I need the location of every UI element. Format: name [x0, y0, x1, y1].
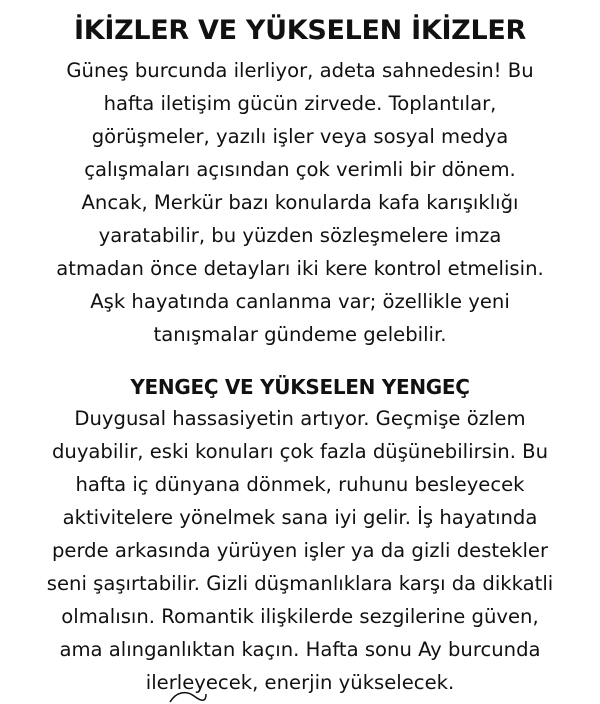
text-line: duyabilir, eski konuları çok fazla düşünebilirsin. Bu — [51, 440, 549, 463]
text-line: tanışmalar gündeme gelebilir. — [153, 323, 447, 346]
text-line: ilerleyecek, enerjin yükselecek. — [145, 671, 455, 694]
decorative-swirl-icon — [168, 690, 208, 704]
text-line: Duygusal hassasiyetin artıyor. Geçmişe özlem — [74, 407, 526, 430]
text-line: ama alınganlıktan kaçın. Hafta sonu Ay burcunda — [59, 638, 541, 661]
section-title-cancer: YENGEÇ VE YÜKSELEN YENGEÇ — [130, 375, 470, 399]
text-line: seni şaşırtabilir. Gizli düşmanlıklara karşı da dikkatli — [46, 572, 554, 595]
text-line: görüşmeler, yazılı işler veya sosyal medya — [91, 125, 509, 148]
text-line: perde arkasında yürüyen işler ya da gizli destekler — [51, 539, 549, 562]
text-line: çalışmaları açısından çok verimli bir dönem. — [84, 158, 516, 181]
text-line: olmalısın. Romantik ilişkilerde sezgilerine güven, — [61, 605, 539, 628]
text-line: hafta iletişim gücün zirvede. Toplantılar, — [103, 92, 497, 115]
text-line: Güneş burcunda ilerliyor, adeta sahnedesin! Bu — [66, 59, 534, 82]
section-body-cancer — [0, 402, 600, 699]
text-line: aktivitelere yönelmek sana iyi gelir. İş hayatında — [62, 506, 538, 529]
text-line: atmadan önce detayları iki kere kontrol etmelisin. — [56, 257, 544, 280]
section-gemini — [0, 8, 600, 351]
section-cancer — [0, 372, 600, 699]
text-line: yaratabilir, bu yüzden sözleşmelere imza — [98, 224, 502, 247]
text-line: Aşk hayatında canlanma var; özellikle yeni — [90, 290, 510, 313]
text-line: Ancak, Merkür bazı konularda kafa karışıklığı — [81, 191, 519, 214]
section-body-gemini — [0, 54, 600, 351]
section-title-gemini: İKİZLER VE YÜKSELEN İKİZLER — [73, 15, 527, 46]
text-line: hafta iç dünyana dönmek, ruhunu besleyecek — [75, 473, 525, 496]
